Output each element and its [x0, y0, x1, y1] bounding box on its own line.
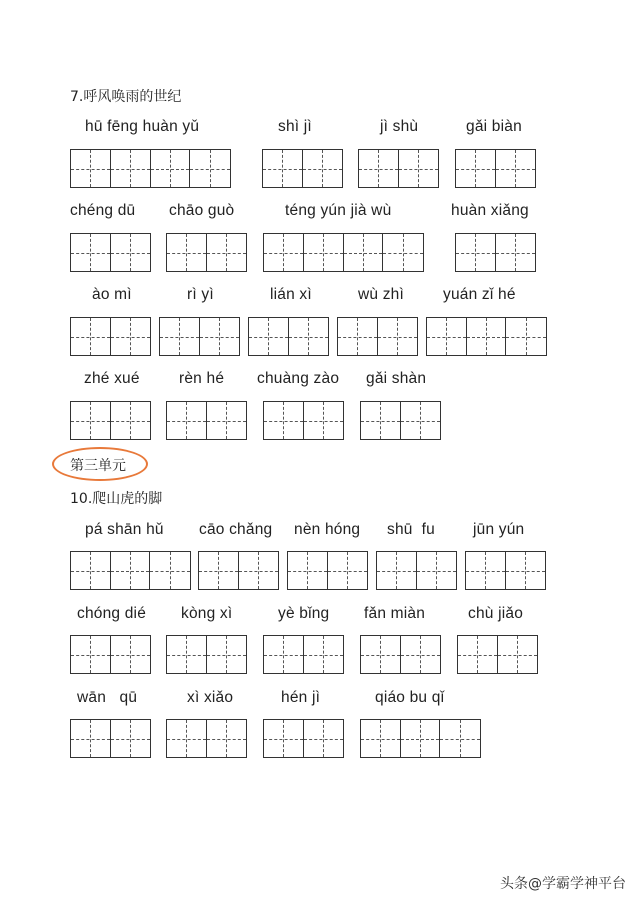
pinyin-label: cāo chǎng	[199, 521, 273, 538]
pinyin-label: nèn hóng	[294, 521, 361, 538]
pinyin-label: rì yì	[187, 286, 214, 303]
pinyin-label: yuán zǐ hé	[443, 286, 516, 303]
pinyin-label: yè bǐng	[278, 605, 330, 622]
pinyin-label: pá shān hǔ	[85, 521, 164, 538]
writing-grid[interactable]	[263, 401, 344, 440]
writing-grid[interactable]	[166, 635, 247, 674]
writing-grid[interactable]	[360, 401, 441, 440]
pinyin-label: chuàng zào	[257, 370, 340, 387]
pinyin-label: lián xì	[270, 286, 312, 303]
pinyin-label: shū fu	[387, 521, 435, 538]
writing-grid[interactable]	[166, 719, 247, 758]
writing-grid[interactable]	[457, 635, 538, 674]
writing-grid[interactable]	[70, 719, 151, 758]
pinyin-label: fǎn miàn	[364, 605, 426, 622]
watermark: 头条@学霸学神平台	[500, 876, 626, 892]
pinyin-label: wān qū	[77, 689, 138, 706]
pinyin-label: huàn xiǎng	[451, 202, 529, 219]
lesson-7-title: 7.呼风唤雨的世纪	[70, 89, 182, 105]
pinyin-label: gǎi shàn	[366, 370, 427, 387]
writing-grid[interactable]	[287, 551, 368, 590]
writing-grid[interactable]	[166, 233, 247, 272]
pinyin-label: ào mì	[92, 286, 132, 303]
writing-grid[interactable]	[337, 317, 418, 356]
writing-grid[interactable]	[198, 551, 279, 590]
writing-grid[interactable]	[455, 149, 536, 188]
writing-grid[interactable]	[70, 635, 151, 674]
writing-grid[interactable]	[166, 401, 247, 440]
writing-grid[interactable]	[70, 149, 231, 188]
writing-grid[interactable]	[358, 149, 439, 188]
pinyin-label: hén jì	[281, 689, 321, 706]
pinyin-label: wù zhì	[358, 286, 404, 303]
pinyin-label: xì xiǎo	[187, 689, 234, 706]
pinyin-label: jì shù	[380, 118, 419, 135]
writing-grid[interactable]	[465, 551, 546, 590]
writing-grid[interactable]	[426, 317, 547, 356]
writing-grid[interactable]	[455, 233, 536, 272]
unit-3-label: 第三单元	[70, 458, 126, 474]
writing-grid[interactable]	[70, 551, 191, 590]
lesson-10-title: 10.爬山虎的脚	[70, 491, 163, 507]
writing-grid[interactable]	[70, 317, 151, 356]
writing-grid[interactable]	[262, 149, 343, 188]
pinyin-label: gǎi biàn	[466, 118, 522, 135]
pinyin-label: qiáo bu qǐ	[375, 689, 445, 706]
writing-grid[interactable]	[70, 233, 151, 272]
pinyin-label: shì jì	[278, 118, 312, 135]
pinyin-label: chéng dū	[70, 202, 136, 219]
pinyin-label: chāo guò	[169, 202, 235, 219]
pinyin-label: jūn yún	[473, 521, 525, 538]
writing-grid[interactable]	[263, 233, 424, 272]
pinyin-label: chóng dié	[77, 605, 147, 622]
writing-grid[interactable]	[360, 635, 441, 674]
writing-grid[interactable]	[376, 551, 457, 590]
writing-grid[interactable]	[263, 719, 344, 758]
pinyin-label: chù jiǎo	[468, 605, 524, 622]
writing-grid[interactable]	[159, 317, 240, 356]
pinyin-label: hū fēng huàn yǔ	[85, 118, 200, 135]
writing-grid[interactable]	[360, 719, 481, 758]
pinyin-label: zhé xué	[84, 370, 140, 387]
writing-grid[interactable]	[70, 401, 151, 440]
pinyin-label: téng yún jià wù	[285, 202, 392, 219]
pinyin-label: rèn hé	[179, 370, 225, 387]
writing-grid[interactable]	[248, 317, 329, 356]
writing-grid[interactable]	[263, 635, 344, 674]
pinyin-label: kòng xì	[181, 605, 233, 622]
